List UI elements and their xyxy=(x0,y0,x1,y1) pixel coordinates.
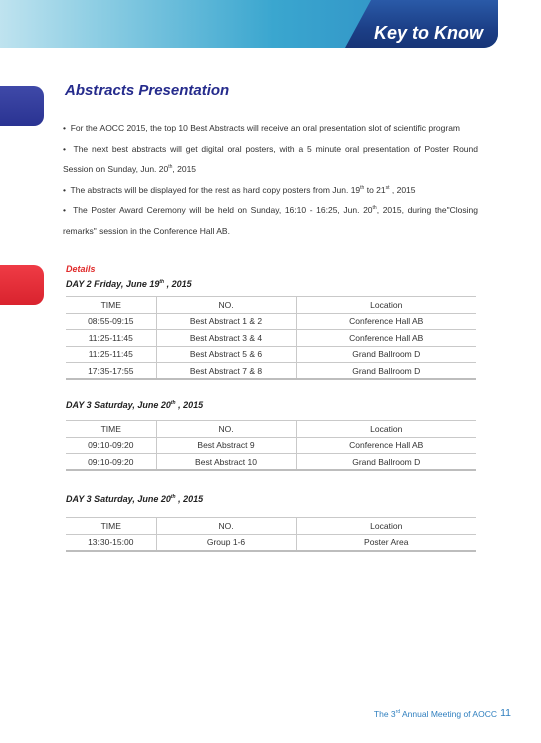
bullet-item: • The Poster Award Ceremony will be held on Sunday, 16:10 - 16:25, Jun. 20th, 2015, during the"Closing remarks" session in the Conference Hall AB. xyxy=(63,205,479,236)
table-cell: Best Abstract 9 xyxy=(156,437,296,454)
table-cell: Grand Ballroom D xyxy=(296,454,476,471)
table-cell: Conference Hall AB xyxy=(296,313,476,330)
bullet-text: The next best abstracts will get digital oral posters, with a 5 minute oral presentation of Poster Round Session on Sunday, Jun. 20 xyxy=(63,143,478,174)
bullet-text: For the AOCC 2015, the top 10 Best Abstracts will receive an oral presentation slot of scientific program xyxy=(70,123,461,133)
superscript: st xyxy=(385,184,390,191)
footer-text-part: The 3 xyxy=(373,709,396,719)
column-header: NO. xyxy=(156,297,296,314)
side-tab-blue xyxy=(0,86,44,126)
day-heading xyxy=(66,494,203,504)
column-header: Location xyxy=(296,518,476,535)
table-row xyxy=(66,346,476,363)
details-label: Details xyxy=(66,264,96,274)
schedule-table xyxy=(66,420,476,471)
table-cell: 09:10-09:20 xyxy=(66,454,156,471)
bullet-item: • The abstracts will be displayed for the rest as hard copy posters from Jun. 19th to 21st , 2015 xyxy=(63,184,416,195)
column-header: TIME xyxy=(66,421,156,438)
page-number: 11 xyxy=(500,707,511,719)
table-cell: Conference Hall AB xyxy=(296,437,476,454)
table-cell: 08:55-09:15 xyxy=(66,313,156,330)
schedule-table xyxy=(66,296,476,380)
table-cell: Conference Hall AB xyxy=(296,330,476,347)
table-header-row xyxy=(66,421,476,438)
column-header: TIME xyxy=(66,297,156,314)
table-cell: 11:25-11:45 xyxy=(66,346,156,363)
table-cell: Best Abstract 5 & 6 xyxy=(156,346,296,363)
bullet-list xyxy=(63,118,478,241)
bullet-item: • For the AOCC 2015, the top 10 Best Abstracts will receive an oral presentation slot of scientific program xyxy=(63,123,461,133)
day-heading-text: , 2015 xyxy=(175,494,204,504)
table-row xyxy=(66,437,476,454)
day-heading-text: DAY 3 Saturday, June 20 xyxy=(66,400,171,410)
table-cell: Best Abstract 10 xyxy=(156,454,296,471)
column-header: Location xyxy=(296,297,476,314)
day-heading-text: , 2015 xyxy=(175,400,204,410)
superscript: th xyxy=(372,205,377,212)
table-cell: 17:35-17:55 xyxy=(66,363,156,380)
bullet-text: to 21 xyxy=(364,184,386,195)
section-title: Abstracts Presentation xyxy=(65,82,230,99)
bullet-text: , 2015 xyxy=(172,164,197,174)
superscript: th xyxy=(170,400,176,406)
column-header: Location xyxy=(296,421,476,438)
table-row xyxy=(66,330,476,347)
schedule-table xyxy=(66,517,476,552)
footer-text-part: Annual Meeting of AOCC xyxy=(400,709,497,719)
table-row xyxy=(66,534,476,551)
table-header-row xyxy=(66,297,476,314)
table-row xyxy=(66,313,476,330)
bullet-text: , 2015, during the"Closing remarks" session in the Conference Hall AB. xyxy=(63,205,479,236)
table-cell: Grand Ballroom D xyxy=(296,346,476,363)
table-row xyxy=(66,454,476,471)
superscript: th xyxy=(159,279,165,285)
bullet-text: , 2015 xyxy=(389,184,416,195)
side-tab-red xyxy=(0,265,44,305)
superscript: th xyxy=(168,164,173,171)
table-cell: Best Abstract 3 & 4 xyxy=(156,330,296,347)
table-cell: Poster Area xyxy=(296,534,476,551)
column-header: NO. xyxy=(156,421,296,438)
table-cell: 09:10-09:20 xyxy=(66,437,156,454)
footer-text xyxy=(374,709,497,719)
bullet-text: The abstracts will be displayed for the rest as hard copy posters from Jun. 19 xyxy=(70,184,361,195)
column-header: TIME xyxy=(66,518,156,535)
table-cell: Group 1-6 xyxy=(156,534,296,551)
table-cell: Best Abstract 1 & 2 xyxy=(156,313,296,330)
day-heading-text: DAY 2 Friday, June 19 xyxy=(66,279,160,289)
table-cell: Best Abstract 7 & 8 xyxy=(156,363,296,380)
table-header-row xyxy=(66,518,476,535)
day-heading-text: , 2015 xyxy=(164,279,192,289)
table-cell: Grand Ballroom D xyxy=(296,363,476,380)
table-cell: 13:30-15:00 xyxy=(66,534,156,551)
superscript: rd xyxy=(395,709,401,716)
superscript: th xyxy=(170,494,176,500)
bullet-item: • The next best abstracts will get digital oral posters, with a 5 minute oral presentation of Poster Round Session on Sunday, Jun. 20th, 2015 xyxy=(63,143,478,174)
header-title: Key to Know xyxy=(373,23,483,43)
superscript: th xyxy=(360,184,365,191)
day-heading-text: DAY 3 Saturday, June 20 xyxy=(66,494,171,504)
day-heading xyxy=(66,279,192,289)
table-row xyxy=(66,363,476,380)
column-header: NO. xyxy=(156,518,296,535)
table-cell: 11:25-11:45 xyxy=(66,330,156,347)
day-heading xyxy=(66,400,203,410)
bullet-text: The Poster Award Ceremony will be held on Sunday, 16:10 - 16:25, Jun. 20 xyxy=(73,205,373,215)
